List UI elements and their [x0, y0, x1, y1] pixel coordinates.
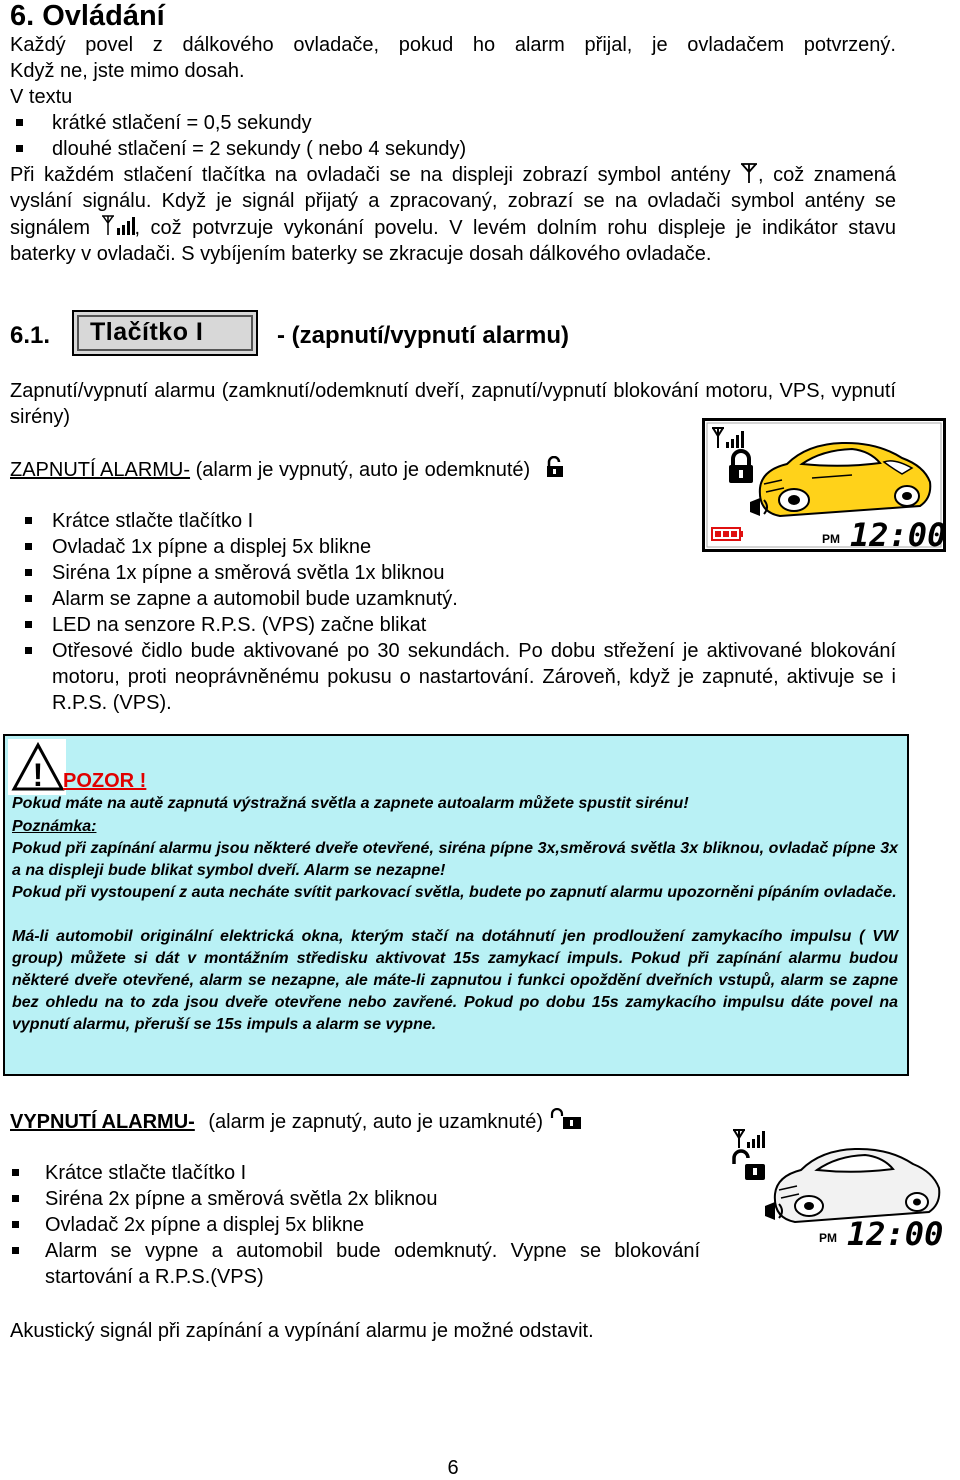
- unlocked-padlock-icon: [734, 1151, 765, 1180]
- list-item: Krátce stlačte tlačítko I: [10, 508, 896, 534]
- display-pm: PM: [819, 1231, 837, 1245]
- warning-box: [3, 734, 909, 1076]
- disarm-steps: [10, 1160, 700, 1290]
- display-pm: PM: [822, 532, 840, 546]
- subsection-number: 6.1.: [10, 322, 51, 349]
- warning-title: POZOR !: [63, 770, 147, 792]
- antenna-signal-icon: [101, 214, 135, 236]
- intro-line-1: Každý povel z dálkového ovladače, pokud ho alarm přijal, je ovladačem potvrzený.: [10, 34, 896, 56]
- warning-note-label: Poznámka:: [12, 818, 97, 835]
- page-number: 6: [447, 1457, 459, 1479]
- display-time: 12:00: [847, 1215, 944, 1253]
- unlocked-padlock-icon: [549, 1108, 585, 1130]
- button-i-label-box: [72, 310, 258, 356]
- arm-heading: [10, 456, 686, 483]
- antenna-signal-icon: [733, 1130, 765, 1148]
- car-image: [775, 1149, 939, 1222]
- list-item: Alarm se zapne a automobil bude uzamknutý.: [10, 586, 896, 612]
- list-item: Siréna 2x pípne a směrová světla 2x bliknou: [10, 1186, 700, 1212]
- unlocked-padlock-icon: [544, 456, 566, 478]
- footer-note: Akustický signál při zapínání a vypínání alarmu je možné odstavit.: [10, 1320, 594, 1342]
- arm-steps: [10, 508, 896, 716]
- antenna-paragraph: Při každém stlačení tlačítka na ovladači se na displeji zobrazí symbol antény , což znamená vyslání signálu. Když je signál přijatý a zpracovaný, zobrazí se na ovladači symbol antény se signálem , což potvrzuje vykonání povelu. V levém dolním rohu displeje je indikátor stavu baterky v ovladači. S vybíjením baterky se zkracuje dosah dálkového ovladače.: [10, 164, 896, 265]
- arm-state: (alarm je vypnutý, auto je odemknuté): [195, 459, 531, 481]
- intro-line-2: Když ne, jste mimo dosah.: [10, 60, 245, 82]
- disarm-state: (alarm je zapnutý, auto je uzamknuté): [208, 1111, 543, 1133]
- display-time: 12:00: [850, 516, 946, 552]
- list-item: krátké stlačení = 0,5 sekundy: [12, 110, 466, 136]
- disarm-title: VYPNUTÍ ALARMU-: [10, 1111, 195, 1133]
- warning-paragraph-3: Má-li automobil originální elektrická okna, kterým stačí na dotáhnutí jen prodloužení zamykacího impulsu ( VW group) můžete si dát v montážním středisku aktivovat 15s zamykací impuls. Pokud při zapínání alarmu budou některé dveře otevřené, alarm se nezapne, ale máte-li zapnutou i funkci opoždění dveřních vstupů, alarm se zapne bez ohledu na to zda jsou dveře otevřene nebo zavřené. Pokud po dobu 15s zamykacího impulsu dáte povel na vypnutí alarmu, přeruší se 15s impuls a alarm se vypne.: [12, 928, 898, 1033]
- arm-title: ZAPNUTÍ ALARMU-: [10, 459, 191, 481]
- warning-line-1: Pokud máte na autě zapnutá výstražná světla a zapnete autoalarm můžete spustit sirénu!: [12, 795, 689, 812]
- remote-display-disarmed: [727, 1126, 945, 1254]
- disarm-heading: [10, 1108, 585, 1135]
- list-item: Ovladač 1x pípne a displej 5x blikne: [10, 534, 896, 560]
- list-item: LED na senzore R.P.S. (VPS) začne blikat: [10, 612, 896, 638]
- list-item: Alarm se vypne a automobil bude odemknutý. Vypne se blokování startování a R.P.S.(VPS): [10, 1238, 700, 1290]
- warning-paragraph-1: Pokud při zapínání alarmu jsou některé dveře otevřené, siréna pípne 3x,směrová světla 3x bliknou, ovladač pípne 3x a na displeji bude blikat symbol dveří. Alarm se nezapne!: [12, 840, 898, 879]
- warning-triangle-icon: [11, 742, 65, 792]
- list-item: Otřesové čidlo bude aktivované po 30 sekundách. Po dobu střežení je aktivované blokování motoru, proti neoprávněnému pokusu o nastartování. Zároveň, když je zapnuté, aktivuje se i R.P.S. (VPS).: [10, 638, 896, 716]
- list-item: Siréna 1x pípne a směrová světla 1x bliknou: [10, 560, 896, 586]
- section-title: 6. Ovládání: [10, 0, 165, 32]
- list-item: Ovladač 2x pípne a displej 5x blikne: [10, 1212, 700, 1238]
- press-definitions: [12, 110, 466, 162]
- intro-line-3: V textu: [10, 86, 73, 108]
- antenna-icon: [740, 162, 758, 184]
- svg-text:!: !: [32, 757, 44, 792]
- list-item: Krátce stlačte tlačítko I: [10, 1160, 700, 1186]
- button-i-label: Tlačítko I: [90, 318, 204, 346]
- warning-paragraph-2: Pokud při vystoupení z auta necháte svítit parkovací světla, budete po zapnutí alarmu upozorněni pípáním ovladače.: [12, 884, 897, 901]
- subsection-description: Zapnutí/vypnutí alarmu (zamknutí/odemknutí dveří, zapnutí/vypnutí blokování motoru, VPS, vypnutí sirény): [10, 380, 896, 428]
- list-item: dlouhé stlačení = 2 sekundy ( nebo 4 sekundy): [12, 136, 466, 162]
- subsection-heading: - (zapnutí/vypnutí alarmu): [277, 322, 570, 349]
